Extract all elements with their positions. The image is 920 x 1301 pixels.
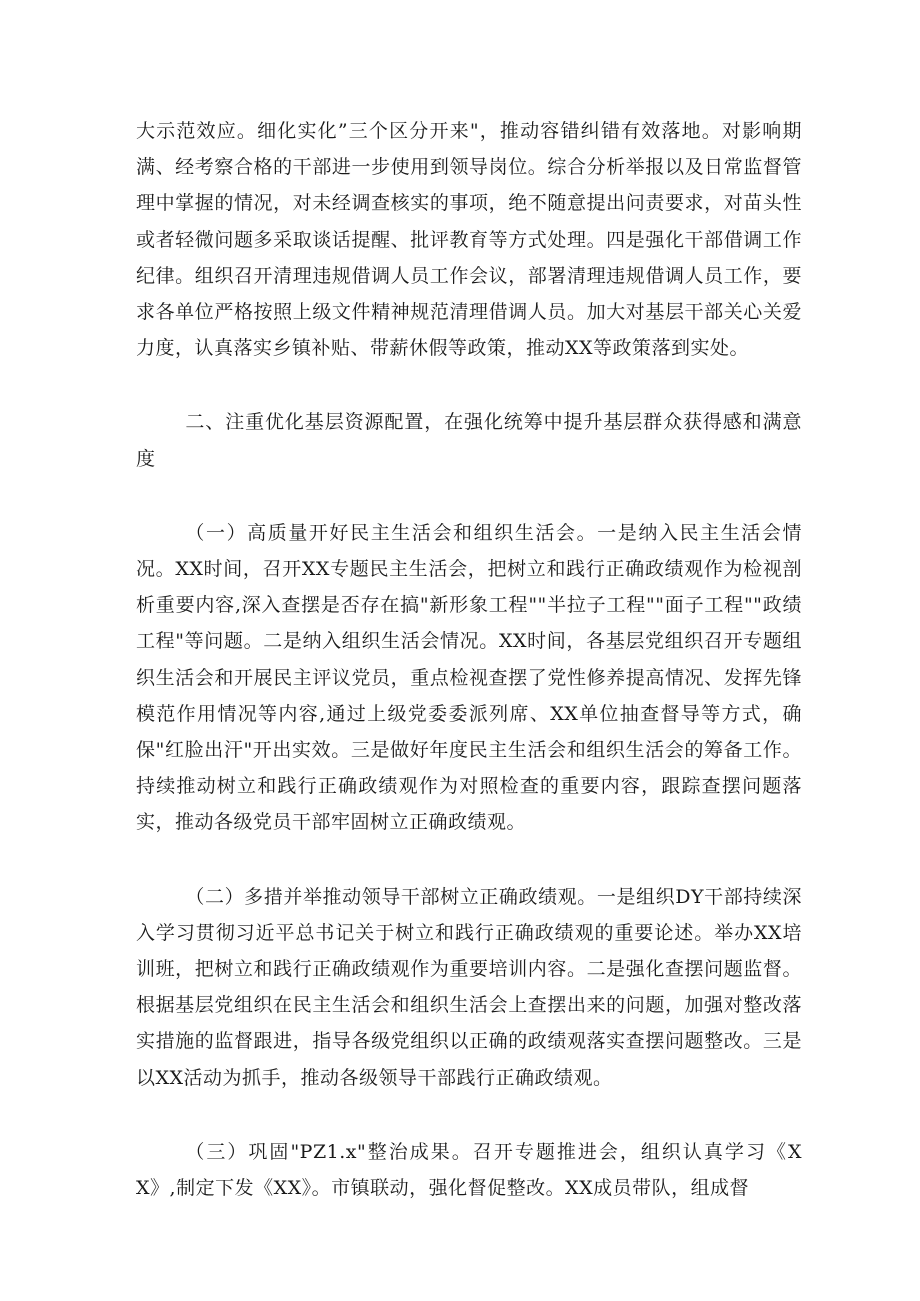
section-heading: 二、注重优化基层资源配置，在强化统筹中提升基层群众获得感和满意度 (136, 411, 802, 470)
body-paragraph-1: （一）高质量开好民主生活会和组织生活会。一是纳入民主生活会情况。XX时间，召开XX专题民主生活会，把树立和践行正确政绩观作为检视剖析重要内容,深入查摆是否存在搞"新形象工程""半拉子工程""面子工程""政绩工程"等问题。二是纳入组织生活会情况。XX时间，各基层党组织召开专题组织生活会和开展民主评议党员，重点检视查摆了党性修养提高情况、发挥先锋模范作用情况等内容,通过上级党委委派列席、XX单位抽查督导等方式，确保"红脸出汗"开出实效。三是做好年度民主生活会和组织生活会的筹备工作。持续推动树立和践行正确政绩观作为对照检查的重要内容，跟踪查摆问题落实，推动各级党员干部牢固树立正确政绩观。 (136, 521, 802, 834)
body-paragraph-3: （三）巩固"PZ1.x"整治成果。召开专题推进会，组织认真学习《XX》,制定下发《XX》。市镇联动，强化督促整改。XX成员带队，组成督 (136, 1140, 802, 1200)
body-paragraph-2: （二）多措并举推动领导干部树立正确政绩观。一是组织DY干部持续深入学习贯彻习近平总书记关于树立和践行正确政绩观的重要论述。举办XX培训班，把树立和践行正确政绩观作为重要培训内容。二是强化查摆问题监督。根据基层党组织在民主生活会和组织生活会上查摆出来的问题，加强对整改落实措施的监督跟进，指导各级党组织以正确的政绩观落实查摆问题整改。三是以XX活动为抓手，推动各级领导干部践行正确政绩观。 (136, 885, 802, 1089)
body-paragraph-continued: 大示范效应。细化实化”三个区分开来"，推动容错纠错有效落地。对影响期满、经考察合格的干部进一步使用到领导岗位。综合分析举报以及日常监督管理中掌握的情况，对未经调查核实的事项，绝不随意提出问责要求，对苗头性或者轻微问题多采取谈话提醒、批评教育等方式处理。四是强化干部借调工作纪律。组织召开清理违规借调人员工作会议，部署清理违规借调人员工作，要求各单位严格按照上级文件精神规范清理借调人员。加大对基层干部关心关爱力度，认真落实乡镇补贴、带薪休假等政策，推动XX等政策落到实处。 (136, 120, 802, 360)
